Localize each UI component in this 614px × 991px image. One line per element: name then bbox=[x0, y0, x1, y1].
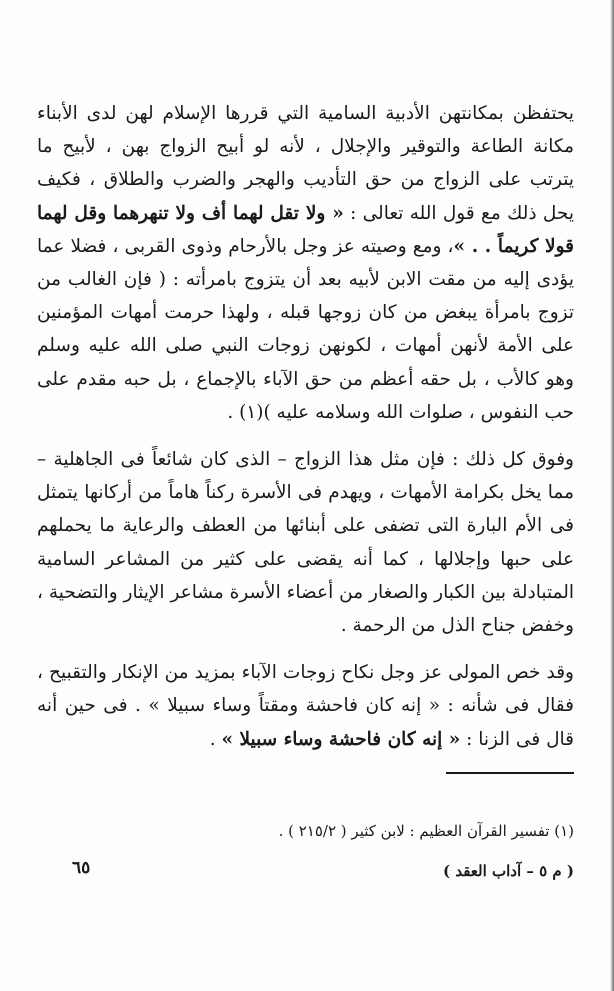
paragraph-1-text-start: يحتفظن بمكانتهن الأدبية السامية التي قررها الإسلام لهن لدى الأبناء مكانة الطاعة والتوقير والإجلال ، لأنه لو أبيح الزواج بهن ، لأبيح ما يترتب على الزواج من حق التأديب والهجر والضرب والطلاق ، فكيف يحل ذلك مع قول الله تعالى : bbox=[37, 103, 574, 224]
paragraph-3 bbox=[37, 656, 574, 756]
quran-verse: « إنه كان فاحشة وساء سبيلا » bbox=[221, 728, 461, 750]
quran-verse: « ولا تقل لهما أف ولا تنهرهما وقل لهما قولا كريماً . . » bbox=[37, 202, 574, 257]
main-text bbox=[37, 97, 574, 756]
paragraph-3-text-end: . bbox=[209, 728, 222, 750]
page-number: ٦٥ bbox=[72, 858, 91, 878]
paragraph-1-text-end: ، ومع وصيته عز وجل بالأرحام وذوى القربى ، فضلا عما يؤدى إليه من مقت الابن لأبيه بعد أن يتزوج بامرأته : ( فإن الغالب من تزوج بامرأة يبغض من كان زوجها قبله ، ولهذا حرمت أمهات المؤمنين على الأمة لأنهن أمهات ، لكونهن زوجات النبي صلى الله عليه وسلم وهو كالأب ، بل حقه أعظم من حق الآباء بالإجماع ، بل حبه مقدم على حب النفوس ، صلوات الله وسلامه عليه )(١) . bbox=[37, 235, 574, 423]
signature-mark: ( م ٥ – آداب العقد ) bbox=[443, 862, 574, 880]
page-edge-shadow bbox=[610, 0, 614, 991]
footnote: (١) تفسير القرآن العظيم : لابن كثير ( ٢١٥/٢ ) . bbox=[278, 822, 574, 840]
paragraph-1 bbox=[37, 97, 574, 429]
paragraph-3-text-start: وقد خص المولى عز وجل نكاح زوجات الآباء بمزيد من الإنكار والتقبيح ، فقال فى شأنه : « إنه كان فاحشة ومقتاً وساء سبيلا » . فى حين أنه قال فى الزنا : bbox=[37, 662, 574, 750]
paragraph-2 bbox=[37, 443, 574, 642]
footnote-divider bbox=[446, 772, 574, 774]
paragraph-2-text: وفوق كل ذلك : فإن مثل هذا الزواج – الذى كان شائعاً فى الجاهلية – مما يخل بكرامة الأمهات ، ويهدم فى الأسرة ركناً هاماً من أركانها يتمثل فى الأم البارة التى تضفى على أبنائها من العطف والرعاية ما يحملهم على حبها وإجلالها ، كما أنه يقضى على كثير من المشاعر السامية المتبادلة بين الكبار والصغار من أعضاء الأسرة مشاعر الإيثار والتضحية ، وخفض جناح الذل من الرحمة . bbox=[37, 449, 574, 637]
